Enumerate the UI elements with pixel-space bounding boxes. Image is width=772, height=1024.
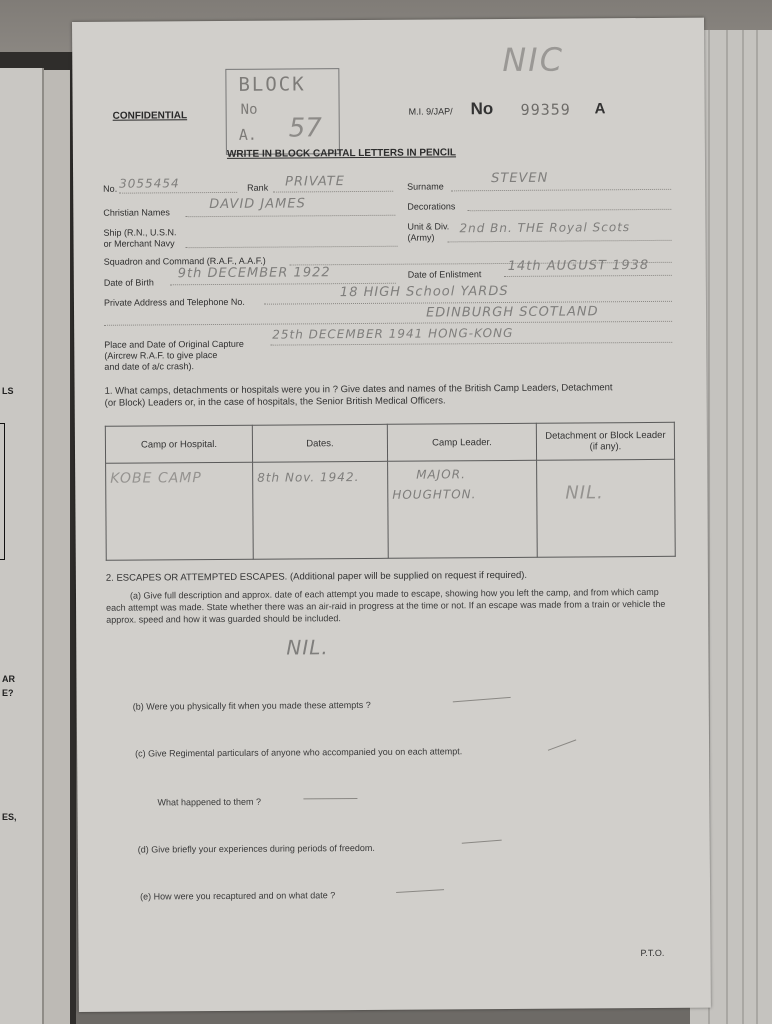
rank-value: PRIVATE <box>285 174 346 190</box>
address-line-1: 18 HIGH School YARDS <box>339 283 509 301</box>
stamp-no-text: No <box>240 101 258 118</box>
question-2d-text: (d) Give briefly your experiences during periods of freedom. <box>137 842 375 855</box>
block-stamp <box>225 68 340 155</box>
question-2e-text: (e) How were you recaptured and on what date ? <box>140 890 336 902</box>
nic-annotation: NIC <box>502 40 565 79</box>
decorations-label: Decorations <box>407 201 456 212</box>
capture-value: 25th DECEMBER 1941 HONG-KONG <box>272 325 514 342</box>
left-page-fragment: LS <box>2 386 14 396</box>
interrogation-form <box>72 18 711 1012</box>
stamp-block-text: BLOCK <box>238 73 306 96</box>
table-row <box>106 459 676 560</box>
number-label: No <box>470 99 494 119</box>
enlistment-label: Date of Enlistment <box>407 269 482 280</box>
pto-label: P.T.O. <box>640 947 665 959</box>
dob-value: 9th DECEMBER 1922 <box>177 265 331 282</box>
left-page-fragment: ES, <box>2 812 17 822</box>
left-page-fragment: AR <box>2 674 15 684</box>
christian-names-value: DAVID JAMES <box>209 196 306 213</box>
address-line-2: EDINBURGH SCOTLAND <box>425 304 599 321</box>
rank-label: Rank <box>247 182 269 193</box>
form-reference: M.I. 9/JAP/ <box>408 106 453 117</box>
table-header-row <box>105 422 674 463</box>
stamp-letter: A. <box>238 125 257 144</box>
capture-label-3: and date of a/c crash). <box>104 361 195 372</box>
question-1-line-2: (or Block) Leaders or, in the case of hospitals, the Senior British Medical Officers. <box>104 395 446 409</box>
detachment-value: NIL. <box>565 482 604 504</box>
unit-label-2: (Army) <box>407 232 435 243</box>
christian-names-label: Christian Names <box>103 207 170 218</box>
question-2c-followup: What happened to them ? <box>157 796 262 808</box>
question-2b-text: (b) Were you physically fit when you made these attempts ? <box>132 699 371 712</box>
dob-label: Date of Birth <box>103 277 154 288</box>
squadron-label: Squadron and Command (R.A.F., A.A.F.) <box>103 255 266 267</box>
left-page-fragment: E? <box>2 688 14 698</box>
column-header: Camp or Hospital. <box>105 425 252 463</box>
enlistment-value: 14th AUGUST 1938 <box>507 257 650 274</box>
column-header: Dates. <box>252 424 387 462</box>
no-value: 3055454 <box>119 176 180 191</box>
capture-label-2: (Aircrew R.A.F. to give place <box>104 349 218 361</box>
serial-number: 99359 <box>520 100 571 119</box>
surname-label: Surname <box>407 181 444 192</box>
leader-value-line-2: HOUGHTON. <box>392 487 477 502</box>
unit-value: 2nd Bn. THE Royal Scots <box>459 220 631 236</box>
unit-label-1: Unit & Div. <box>407 221 450 232</box>
address-label: Private Address and Telephone No. <box>103 296 245 308</box>
ship-label-1: Ship (R.N., U.S.N. <box>103 227 177 238</box>
dates-value: 8th Nov. 1942. <box>257 470 360 485</box>
stamp-handwritten-number: 57 <box>288 113 322 144</box>
capture-label-1: Place and Date of Original Capture <box>104 338 244 350</box>
confidential-label: CONFIDENTIAL <box>112 110 188 122</box>
leader-value-line-1: MAJOR. <box>416 467 466 482</box>
question-2a-text: (a) Give full description and approx. date of each attempt you made to escape, showing how you left the camp, and from which camp each attempt was made. State whether there was an air-raid in progress at the time or not. If an escape was made from a train or vehicle the approx. speed and how it was guarded should be included. <box>106 586 666 625</box>
camps-table <box>105 422 676 561</box>
serial-letter: A <box>594 100 606 118</box>
surname-value: STEVEN <box>491 170 549 187</box>
question-2a-answer: NIL. <box>286 635 329 660</box>
left-page <box>0 68 44 1024</box>
question-1-line-1: 1. What camps, detachments or hospitals were you in ? Give dates and names of the British Camp Leaders, Detachment <box>104 382 613 397</box>
question-2-heading: 2. ESCAPES OR ATTEMPTED ESCAPES. (Additional paper will be supplied on request if required). <box>105 569 528 584</box>
column-header: Detachment or Block Leader (if any). <box>536 422 674 460</box>
left-page-box <box>0 423 5 560</box>
no-label: No. <box>103 183 118 194</box>
pencil-instruction: WRITE IN BLOCK CAPITAL LETTERS IN PENCIL <box>226 147 457 160</box>
column-header: Camp Leader. <box>387 423 536 461</box>
camp-value: KOBE CAMP <box>110 470 202 487</box>
question-2c-text: (c) Give Regimental particulars of anyone who accompanied you on each attempt. <box>135 746 463 759</box>
ship-label-2: or Merchant Navy <box>103 238 175 249</box>
